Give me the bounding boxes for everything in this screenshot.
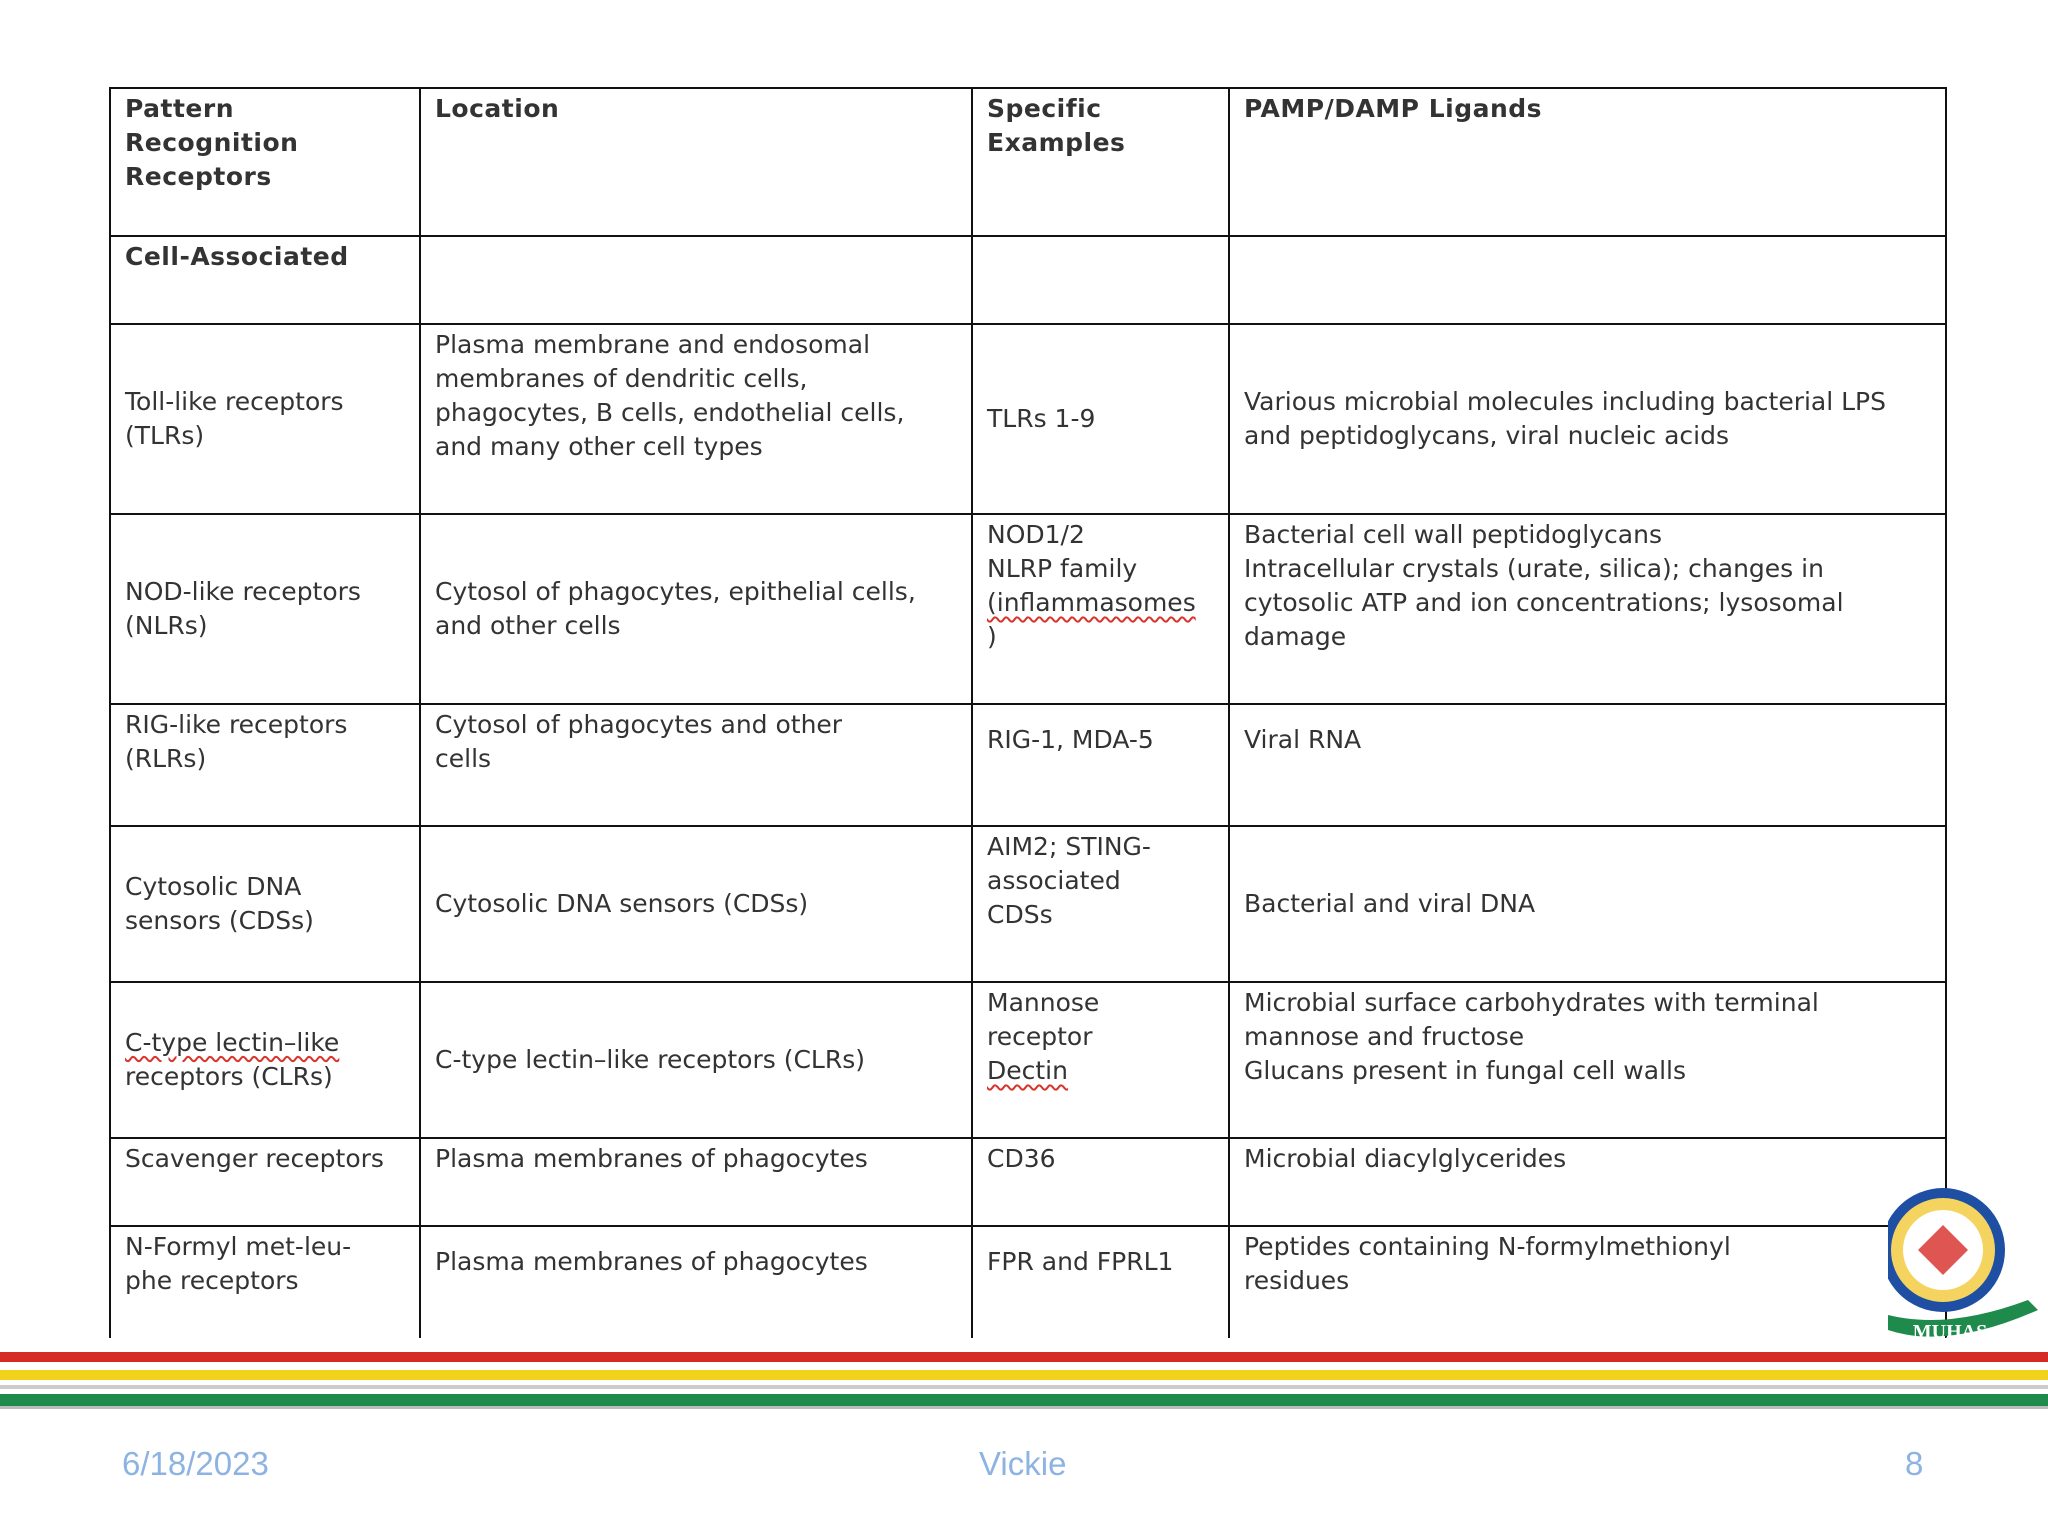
ligands-cell: Microbial diacylglycerides — [1229, 1138, 1946, 1226]
receptor-cell: Toll-like receptors (TLRs) — [110, 324, 420, 514]
examples-cell: TLRs 1-9 — [972, 324, 1229, 514]
table-row — [110, 704, 1946, 826]
receptor-table — [109, 87, 1947, 1338]
footer-author: Vickie — [979, 1445, 1067, 1482]
receptor-cell: Scavenger receptors — [110, 1138, 420, 1226]
group-empty-cell — [1229, 236, 1946, 324]
examples-cell: RIG-1, MDA-5 — [972, 704, 1229, 826]
footer-color-stripes — [0, 1352, 2048, 1422]
header-location: Location — [420, 88, 972, 236]
receptor-cell: C-type lectin–like receptors (CLRs) — [110, 982, 420, 1138]
location-cell: Plasma membranes of phagocytes — [420, 1226, 972, 1338]
green-stripe — [0, 1394, 2048, 1406]
table-row — [110, 1138, 1946, 1226]
location-cell: Cytosol of phagocytes and other cells — [420, 704, 972, 826]
examples-cell: FPR and FPRL1 — [972, 1226, 1229, 1338]
table-row — [110, 324, 1946, 514]
footer-date: 6/18/2023 — [122, 1445, 269, 1482]
footer-page-number: 8 — [1905, 1445, 1924, 1482]
header-pattern-recognition-receptors: Pattern Recognition Receptors — [110, 88, 420, 236]
examples-cell: NOD1/2 NLRP family (inflammasomes ) — [972, 514, 1229, 704]
ligands-cell: Viral RNA — [1229, 704, 1946, 826]
location-cell: Plasma membranes of phagocytes — [420, 1138, 972, 1226]
examples-cell: Mannose receptor Dectin — [972, 982, 1229, 1138]
ligands-cell: Peptides containing N-formylmethionyl residues — [1229, 1226, 1946, 1338]
yellow-stripe — [0, 1370, 2048, 1380]
location-cell: Plasma membrane and endosomal membranes of dendritic cells, phagocytes, B cells, endothelial cells, and many other cell types — [420, 324, 972, 514]
receptor-cell: NOD-like receptors (NLRs) — [110, 514, 420, 704]
group-empty-cell — [420, 236, 972, 324]
receptor-cell: RIG-like receptors (RLRs) — [110, 704, 420, 826]
red-stripe — [0, 1352, 2048, 1362]
location-cell: Cytosol of phagocytes, epithelial cells, and other cells — [420, 514, 972, 704]
table-row — [110, 982, 1946, 1138]
examples-cell: CD36 — [972, 1138, 1229, 1226]
group-label: Cell-Associated — [110, 236, 420, 324]
logo-text: MUHAS — [1912, 1321, 1988, 1343]
table-row — [110, 826, 1946, 982]
location-cell: Cytosolic DNA sensors (CDSs) — [420, 826, 972, 982]
table-header-row — [110, 88, 1946, 236]
receptor-cell: N-Formyl met-leu- phe receptors — [110, 1226, 420, 1338]
ligands-cell: Bacterial and viral DNA — [1229, 826, 1946, 982]
group-empty-cell — [972, 236, 1229, 324]
table-row — [110, 514, 1946, 704]
muhas-logo — [1888, 1180, 2038, 1360]
ligands-cell: Bacterial cell wall peptidoglycans Intracellular crystals (urate, silica); changes in cytosolic ATP and ion concentrations; lysosomal damage — [1229, 514, 1946, 704]
examples-cell: AIM2; STING- associated CDSs — [972, 826, 1229, 982]
group-row — [110, 236, 1946, 324]
ligands-cell: Microbial surface carbohydrates with terminal mannose and fructose Glucans present in fungal cell walls — [1229, 982, 1946, 1138]
location-cell: C-type lectin–like receptors (CLRs) — [420, 982, 972, 1138]
table-row — [110, 1226, 1946, 1338]
header-specific-examples: Specific Examples — [972, 88, 1229, 236]
receptor-cell: Cytosolic DNA sensors (CDSs) — [110, 826, 420, 982]
ligands-cell: Various microbial molecules including bacterial LPS and peptidoglycans, viral nucleic acids — [1229, 324, 1946, 514]
header-pamp-damp-ligands: PAMP/DAMP Ligands — [1229, 88, 1946, 236]
